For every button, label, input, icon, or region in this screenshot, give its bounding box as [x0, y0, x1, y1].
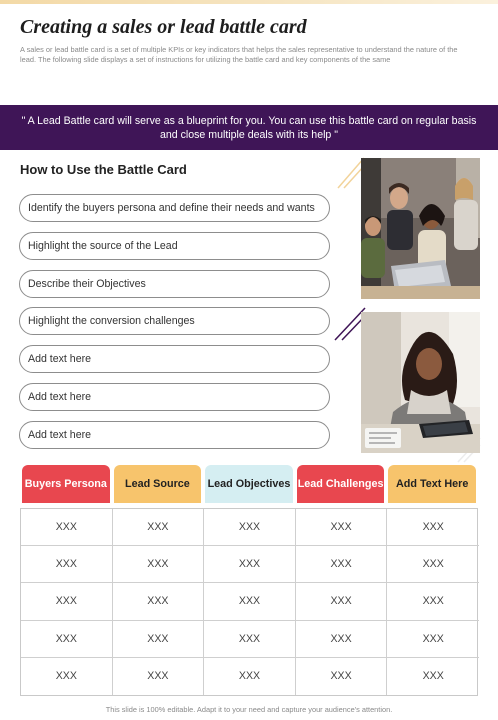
table-cell: XXX [113, 658, 205, 695]
table-cell: XXX [113, 583, 205, 620]
table-cell: XXX [296, 509, 388, 546]
column-header: Lead Challenges [297, 465, 385, 503]
step-item[interactable]: Add text here [19, 345, 330, 373]
table-cell: XXX [204, 583, 296, 620]
page-title: Creating a sales or lead battle card [20, 16, 307, 38]
table-cell: XXX [204, 546, 296, 583]
step-item[interactable]: Describe their Objectives [19, 270, 330, 298]
step-item[interactable]: Highlight the conversion challenges [19, 307, 330, 335]
column-header: Buyers Persona [22, 465, 110, 503]
table-cell: XXX [204, 658, 296, 695]
step-item[interactable]: Identify the buyers persona and define their needs and wants [19, 194, 330, 222]
table-cell: XXX [113, 621, 205, 658]
top-rule [0, 0, 498, 4]
team-photo [361, 158, 480, 299]
table-cell: XXX [387, 583, 479, 620]
table-cell: XXX [387, 621, 479, 658]
table-cell: XXX [113, 546, 205, 583]
table-cell: XXX [204, 621, 296, 658]
table-cell: XXX [387, 509, 479, 546]
tablet-photo [361, 312, 480, 453]
table-cell: XXX [21, 583, 113, 620]
table-cell: XXX [204, 509, 296, 546]
table-cell: XXX [21, 658, 113, 695]
battle-card-table [20, 508, 478, 696]
table-cell: XXX [113, 509, 205, 546]
intro-text: A sales or lead battle card is a set of multiple KPIs or key indicators that helps the sales representative to understand the nature of the lead. The following slide displays a set of instructions for utilizing the battle card and key components of the same [20, 45, 458, 64]
column-header: Add Text Here [388, 465, 476, 503]
table-cell: XXX [422, 670, 444, 683]
step-item[interactable]: Highlight the source of the Lead [19, 232, 330, 260]
table-cell: XXX [21, 621, 113, 658]
table-cell: XXX [296, 546, 388, 583]
step-item[interactable]: Add text here [19, 383, 330, 411]
column-header: Lead Source [114, 465, 202, 503]
table-cell: XXX [21, 546, 113, 583]
quote-banner: " A Lead Battle card will serve as a blueprint for you. You can use this battle card on regular basis and close multiple deals with its help " [0, 105, 498, 150]
table-cell: XXX [296, 621, 388, 658]
column-header: Lead Objectives [205, 465, 293, 503]
table-cell: XXX [296, 583, 388, 620]
footer-note: This slide is 100% editable. Adapt it to your need and capture your audience's attention. [105, 705, 393, 714]
table-cell: XXX [21, 509, 113, 546]
table-cell: XXX [296, 658, 388, 695]
section-title: How to Use the Battle Card [20, 162, 187, 177]
step-item[interactable]: Add text here [19, 421, 330, 449]
table-cell: XXX [387, 546, 479, 583]
